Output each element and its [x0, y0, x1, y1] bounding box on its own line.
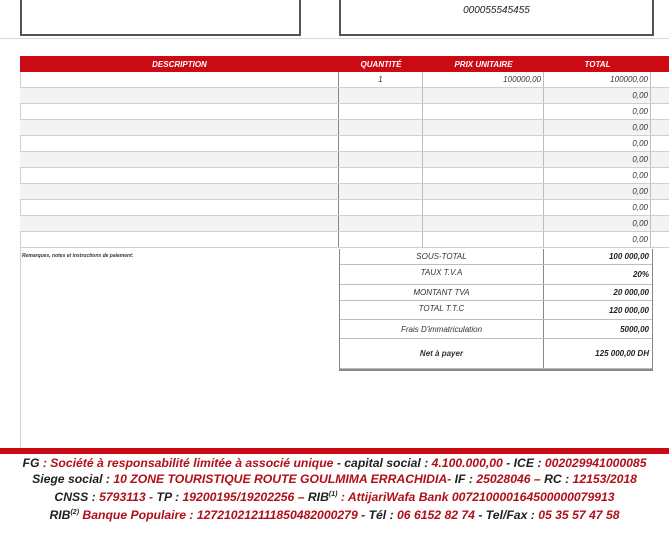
cell-quantity — [339, 120, 423, 135]
totals-row — [340, 249, 652, 265]
footer-ice-value: 002029941000085 — [544, 456, 647, 470]
footer-cnss-value: 5793113 - — [99, 490, 154, 505]
totals-label: TOTAL T.T.C — [340, 301, 544, 319]
footer-ice-key: - ICE : — [506, 456, 542, 470]
cell-unit-price — [423, 152, 544, 167]
col-quantity: QUANTITÉ — [360, 59, 402, 69]
cell-total: 0,00 — [544, 168, 651, 183]
footer-cnss-key: CNSS : — [54, 490, 96, 505]
totals-row — [340, 320, 652, 339]
col-description: DESCRIPTION — [152, 59, 207, 69]
footer-rc-value: 12153/2018 — [572, 472, 637, 486]
cell-unit-price: 100000,00 — [423, 72, 544, 87]
totals-value: 120 000,00 — [608, 305, 649, 315]
table-row — [20, 72, 669, 88]
cell-quantity — [339, 152, 423, 167]
footer-rib1-value: : AttijariWafa Bank 007210000164500000079913 — [340, 490, 615, 505]
totals-value: 20 000,00 — [613, 288, 649, 297]
cell-unit-price — [423, 184, 544, 199]
totals-row — [340, 301, 652, 320]
footer-fax-value: 05 35 57 47 58 — [538, 508, 620, 523]
table-row — [20, 136, 669, 152]
footer-rc-key: RC : — [544, 472, 570, 486]
cell-description — [20, 200, 339, 215]
cell-description — [20, 136, 339, 151]
cell-description — [20, 184, 339, 199]
document-number: 000055545455 — [463, 5, 530, 16]
cell-description — [20, 232, 339, 247]
table-row — [20, 120, 669, 136]
table-row — [20, 200, 669, 216]
totals-value: 5000,00 — [620, 324, 649, 334]
cell-total: 0,00 — [544, 200, 651, 215]
totals-row — [340, 265, 652, 285]
cell-quantity — [339, 88, 423, 103]
footer-tp-key: TP : — [156, 490, 180, 505]
cell-unit-price — [423, 168, 544, 183]
cell-total: 0,00 — [544, 88, 651, 103]
cell-total: 0,00 — [544, 152, 651, 167]
cell-unit-price — [423, 200, 544, 215]
totals-value: 20% — [632, 270, 649, 279]
cell-description — [20, 72, 339, 87]
cell-quantity: 1 — [339, 72, 423, 87]
company-footer — [0, 455, 669, 523]
cell-description — [20, 120, 339, 135]
footer-rib2-value: Banque Populaire : 127210212111850482000279 — [82, 508, 358, 523]
col-unit-price: PRIX UNITAIRE — [454, 59, 513, 69]
table-row — [20, 216, 669, 232]
cell-total: 0,00 — [544, 120, 651, 135]
cell-unit-price — [423, 120, 544, 135]
cell-quantity — [339, 232, 423, 247]
totals-label: TAUX T.V.A — [340, 265, 544, 284]
footer-rib2-key: RIB — [49, 508, 71, 523]
cell-quantity — [339, 136, 423, 151]
footer-line-2 — [0, 471, 669, 487]
totals-row — [340, 339, 652, 369]
totals-label: Net à payer — [340, 339, 544, 368]
footer-rib2-sup: (2) — [70, 509, 80, 517]
items-table-body — [20, 72, 669, 248]
footer-if-value: 25028046 – — [476, 472, 541, 486]
cell-description — [20, 168, 339, 183]
footer-red-bar — [0, 448, 669, 454]
footer-rib1-key: RIB — [307, 490, 329, 505]
table-row — [20, 184, 669, 200]
table-row — [20, 168, 669, 184]
footer-line-1 — [0, 455, 669, 471]
cell-description — [20, 104, 339, 119]
footer-line-3 — [0, 487, 669, 505]
cell-description — [20, 216, 339, 231]
cell-unit-price — [423, 136, 544, 151]
cell-quantity — [339, 200, 423, 215]
cell-total: 100000,00 — [544, 72, 651, 87]
cell-quantity — [339, 168, 423, 183]
footer-fg-value: : Société à responsabilité limitée à associé unique — [42, 456, 334, 470]
client-info-box — [20, 0, 301, 36]
cell-unit-price — [423, 104, 544, 119]
cell-description — [20, 152, 339, 167]
totals-value: 100 000,00 — [608, 252, 649, 261]
footer-tp-value: 19200195/19202256 – — [182, 490, 305, 505]
items-table — [20, 56, 669, 248]
items-table-header — [20, 56, 669, 72]
footer-capital-value: 4.100.000,00 — [431, 456, 503, 470]
cell-quantity — [339, 104, 423, 119]
notes-label: Remarques, notes et instructions de paiement: — [22, 253, 134, 259]
totals-label: SOUS-TOTAL — [340, 249, 544, 264]
cell-unit-price — [423, 216, 544, 231]
totals-table — [339, 249, 653, 371]
table-row — [20, 104, 669, 120]
footer-rib1-sup: (1) — [328, 491, 338, 498]
cell-total: 0,00 — [544, 104, 651, 119]
footer-if-key: IF : — [454, 472, 473, 486]
footer-tel-key: - Tél : — [361, 508, 394, 523]
cell-total: 0,00 — [544, 232, 651, 247]
separator-line — [0, 38, 669, 39]
table-row — [20, 152, 669, 168]
footer-tel-value: 06 6152 82 74 — [397, 508, 475, 523]
totals-label: Frais D'immatriculation — [340, 320, 544, 338]
cell-quantity — [339, 184, 423, 199]
document-info-box — [339, 0, 654, 36]
footer-siege-value: 10 ZONE TOURISTIQUE ROUTE GOULMIMA ERRACHIDIA- — [113, 472, 452, 486]
cell-total: 0,00 — [544, 136, 651, 151]
footer-line-4 — [0, 505, 669, 523]
cell-unit-price — [423, 232, 544, 247]
footer-fax-key: - Tel/Fax : — [478, 508, 535, 523]
cell-total: 0,00 — [544, 184, 651, 199]
totals-row — [340, 285, 652, 301]
table-row — [20, 232, 669, 248]
table-row — [20, 88, 669, 104]
cell-total: 0,00 — [544, 216, 651, 231]
footer-siege-key: Siege social : — [32, 472, 110, 486]
totals-value: 125 000,00 DH — [595, 349, 649, 358]
col-total: TOTAL — [584, 59, 611, 69]
cell-description — [20, 88, 339, 103]
totals-label: MONTANT TVA — [340, 285, 544, 300]
cell-quantity — [339, 216, 423, 231]
footer-fg-key: FG — [22, 456, 40, 470]
footer-capital-key: - capital social : — [336, 456, 429, 470]
cell-unit-price — [423, 88, 544, 103]
